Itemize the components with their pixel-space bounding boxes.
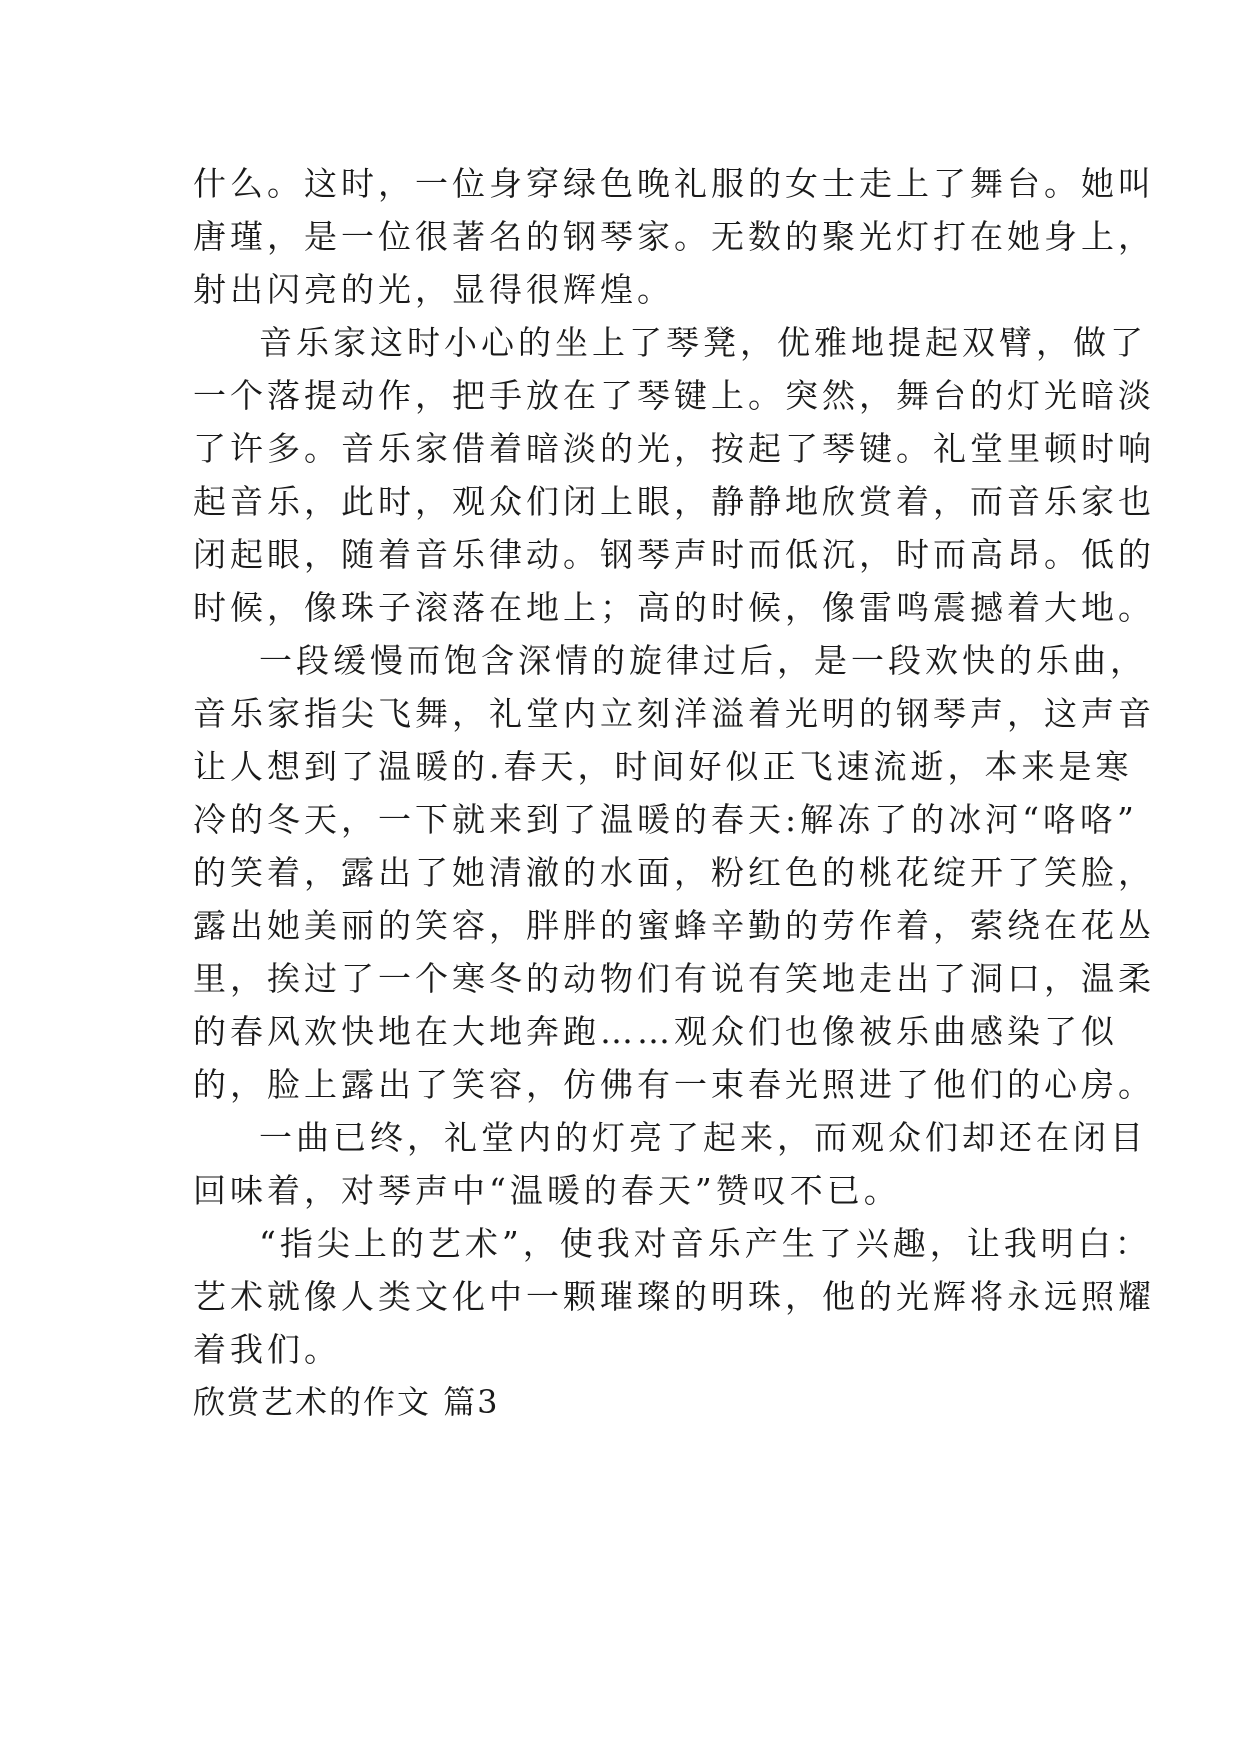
text-line: 唐瑾，是一位很著名的钢琴家。无数的聚光灯打在她身上， — [193, 217, 1155, 256]
text-line: 回味着，对琴声中“温暖的春天”赞叹不已。 — [193, 1171, 901, 1210]
text-line: 什么。这时，一位身穿绿色晚礼服的女士走上了舞台。她叫 — [193, 164, 1155, 203]
text-line: 的，脸上露出了笑容，仿佛有一束春光照进了他们的心房。 — [193, 1065, 1155, 1104]
text-line: 时候，像珠子滚落在地上；高的时候，像雷鸣震撼着大地。 — [193, 588, 1155, 627]
text-line: 一个落提动作，把手放在了琴键上。突然，舞台的灯光暗淡 — [193, 376, 1155, 415]
text-line: 艺术就像人类文化中一颗璀璨的明珠，他的光辉将永远照耀 — [193, 1277, 1155, 1316]
text-line: 让人想到了温暖的.春天，时间好似正飞速流逝，本来是寒 — [193, 747, 1133, 786]
text-line: 一曲已终，礼堂内的灯亮了起来，而观众们却还在闭目 — [259, 1118, 1147, 1157]
text-line: 了许多。音乐家借着暗淡的光，按起了琴键。礼堂里顿时响 — [193, 429, 1155, 468]
text-line: 音乐家这时小心的坐上了琴凳，优雅地提起双臂，做了 — [259, 323, 1147, 362]
text-line: “指尖上的艺术”，使我对音乐产生了兴趣，让我明白： — [259, 1224, 1152, 1263]
text-line: 冷的冬天，一下就来到了温暖的春天:解冻了的冰河“咯咯” — [193, 800, 1138, 839]
text-line: 音乐家指尖飞舞，礼堂内立刻洋溢着光明的钢琴声，这声音 — [193, 694, 1155, 733]
section-heading: 欣赏艺术的作文 篇3 — [193, 1383, 500, 1421]
text-line: 的笑着，露出了她清澈的水面，粉红色的桃花绽开了笑脸， — [193, 853, 1155, 892]
text-line: 射出闪亮的光，显得很辉煌。 — [193, 270, 674, 309]
paragraph-2 — [193, 316, 1155, 634]
text-line: 闭起眼，随着音乐律动。钢琴声时而低沉，时而高昂。低的 — [193, 535, 1155, 574]
text-line: 一段缓慢而饱含深情的旋律过后，是一段欢快的乐曲， — [259, 641, 1147, 680]
text-line: 着我们。 — [193, 1330, 341, 1369]
paragraph-5 — [193, 1217, 1155, 1376]
paragraph-3 — [193, 634, 1155, 1111]
text-line: 露出她美丽的笑容，胖胖的蜜蜂辛勤的劳作着，萦绕在花丛 — [193, 906, 1155, 945]
paragraph-4 — [193, 1111, 1147, 1217]
text-line: 起音乐，此时，观众们闭上眼，静静地欣赏着，而音乐家也 — [193, 482, 1155, 521]
text-line: 里，挨过了一个寒冬的动物们有说有笑地走出了洞口，温柔 — [193, 959, 1155, 998]
document-body — [193, 157, 1155, 1429]
text-line: 的春风欢快地在大地奔跑……观众们也像被乐曲感染了似 — [193, 1012, 1118, 1051]
paragraph-1 — [193, 157, 1155, 316]
